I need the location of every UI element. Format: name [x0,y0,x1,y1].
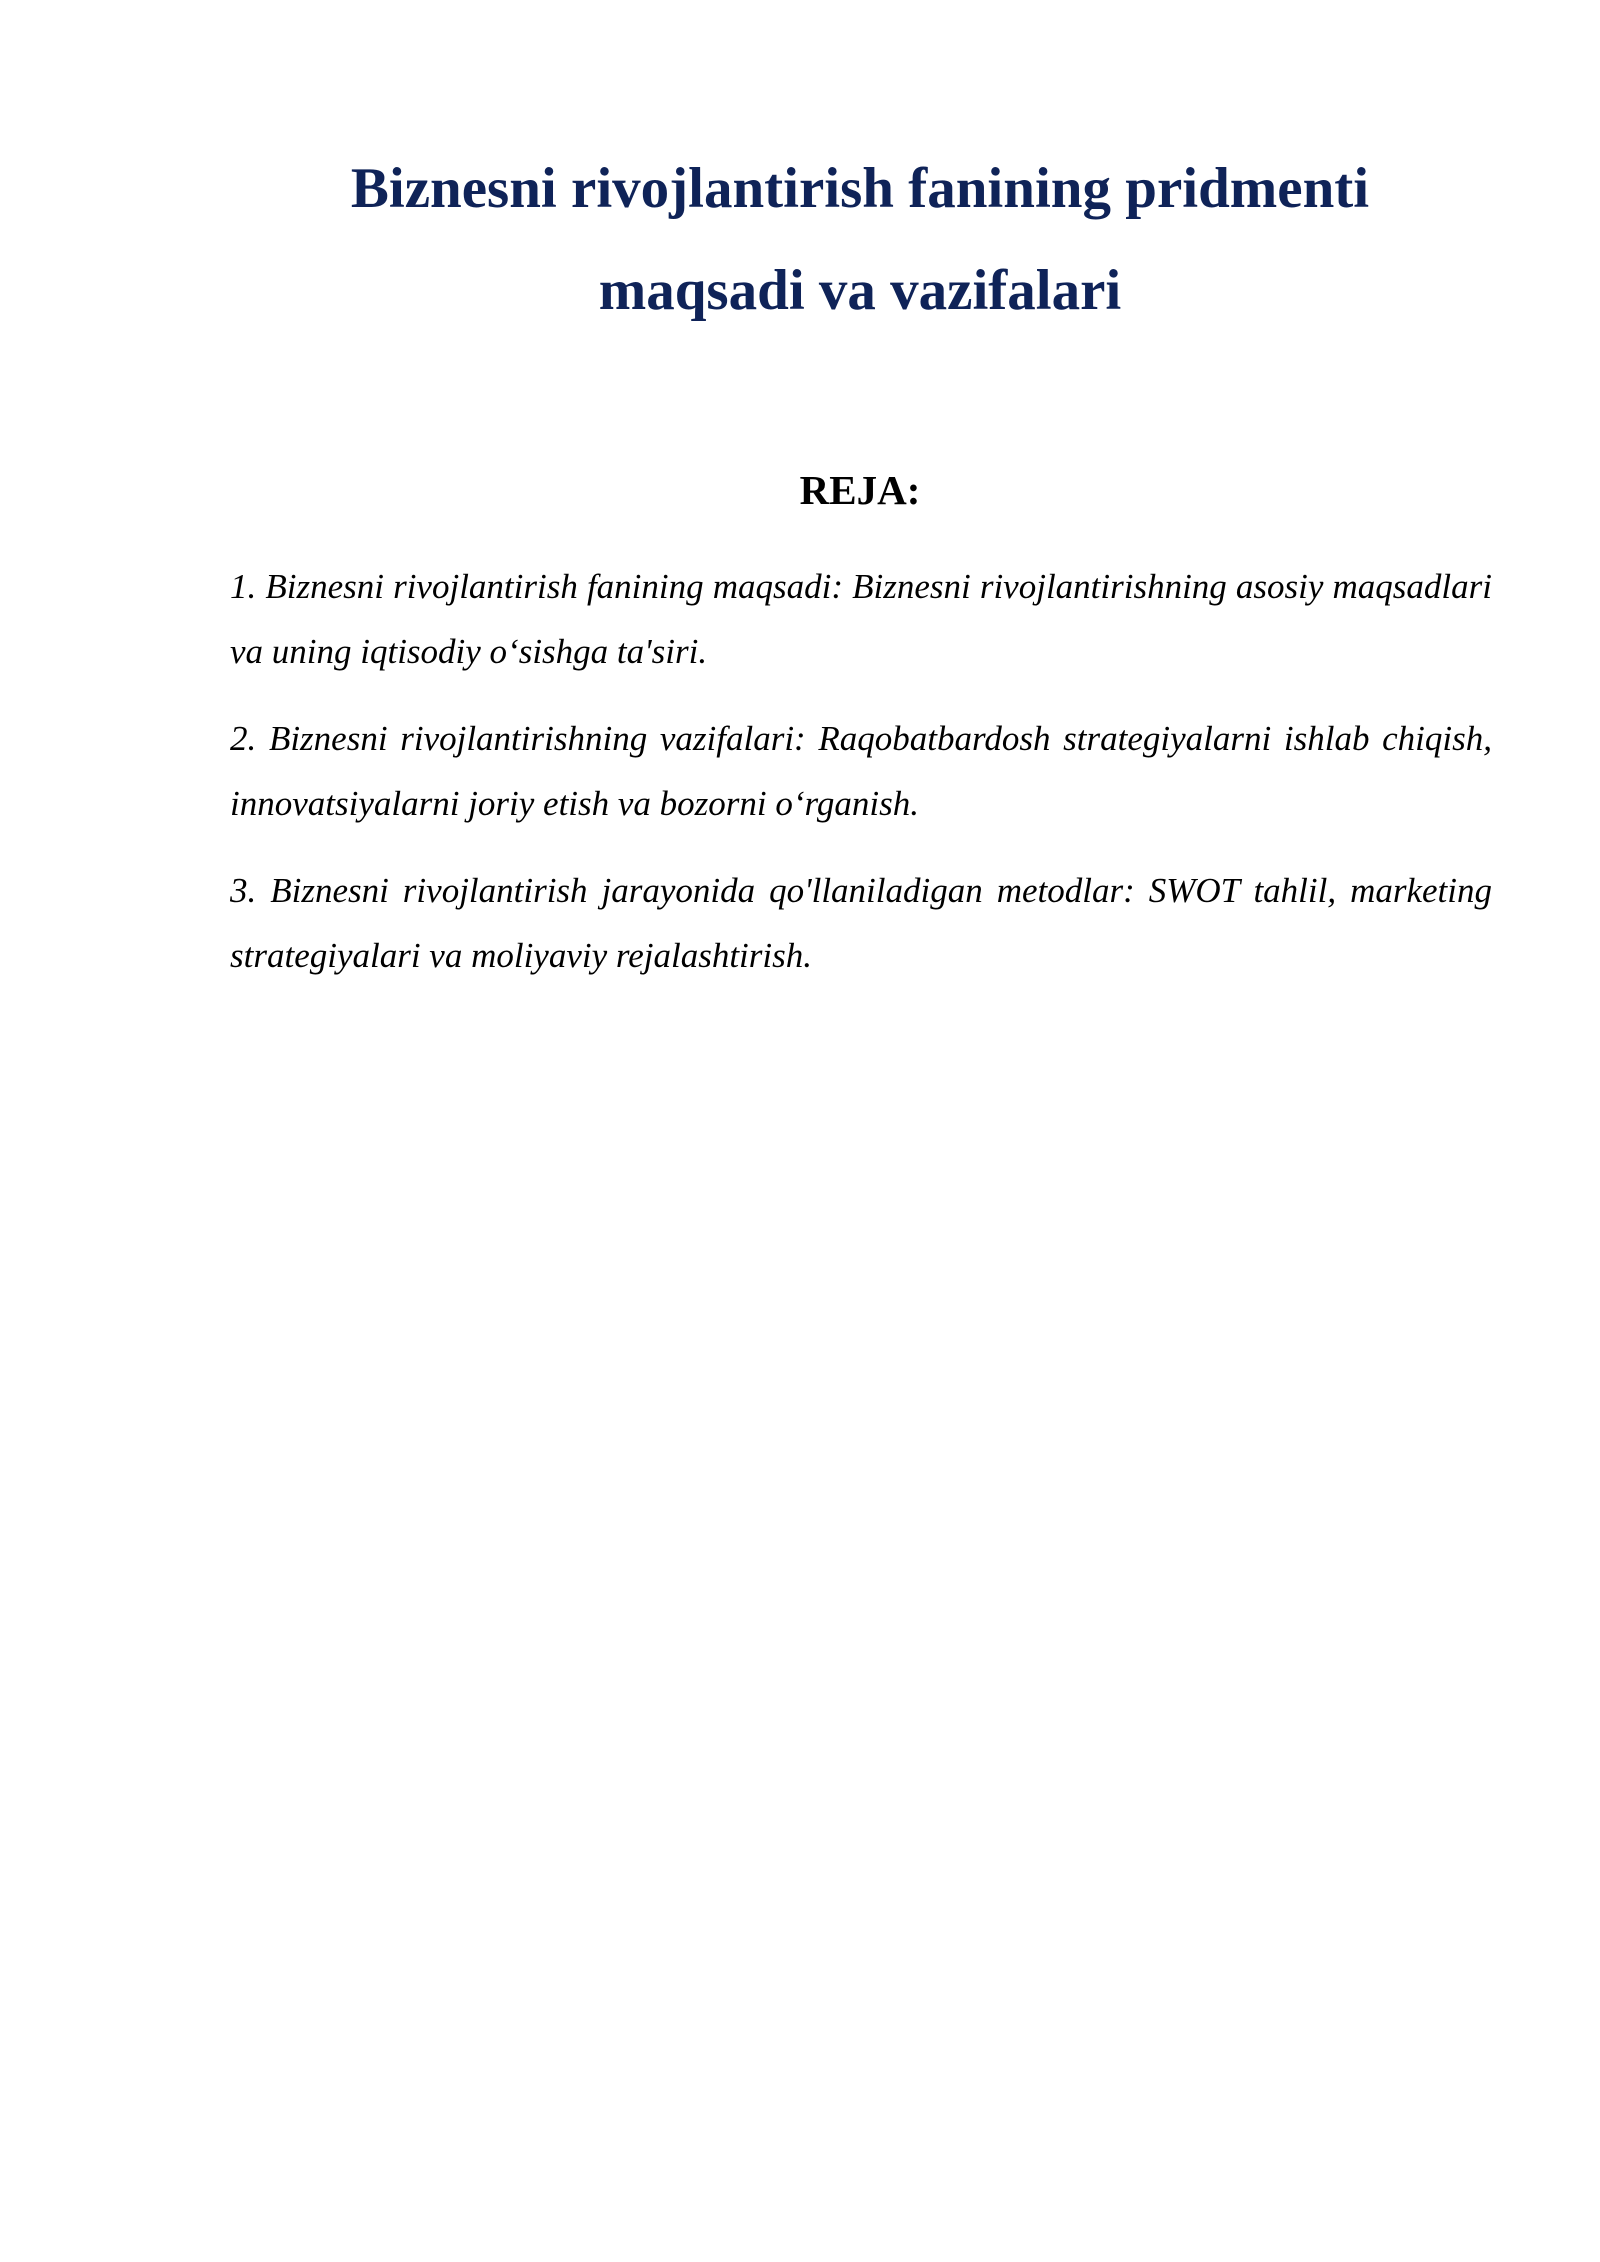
title-line-2: maqsadi va vazifalari [598,259,1122,322]
plan-list [230,554,1492,1010]
document-title [230,138,1490,342]
title-line-1: Biznesni rivojlantirish fanining pridmenti [350,157,1370,220]
plan-item-1: 1. Biznesni rivojlantirish fanining maqsadi: Biznesni rivojlantirishning asosiy maqsadlari va uning iqtisodiy o‘sishga ta'siri. [230,567,1492,671]
plan-item-2: 2. Biznesni rivojlantirishning vazifalari: Raqobatbardosh strategiyalarni ishlab chiqish, innovatsiyalarni joriy etish va bozorni o‘rganish. [230,719,1492,823]
plan-heading: REJA: [799,467,921,513]
plan-item-3: 3. Biznesni rivojlantirish jarayonida qo'llaniladigan metodlar: SWOT tahlil, marketing strategiyalari va moliyaviy rejalashtirish. [230,871,1492,975]
